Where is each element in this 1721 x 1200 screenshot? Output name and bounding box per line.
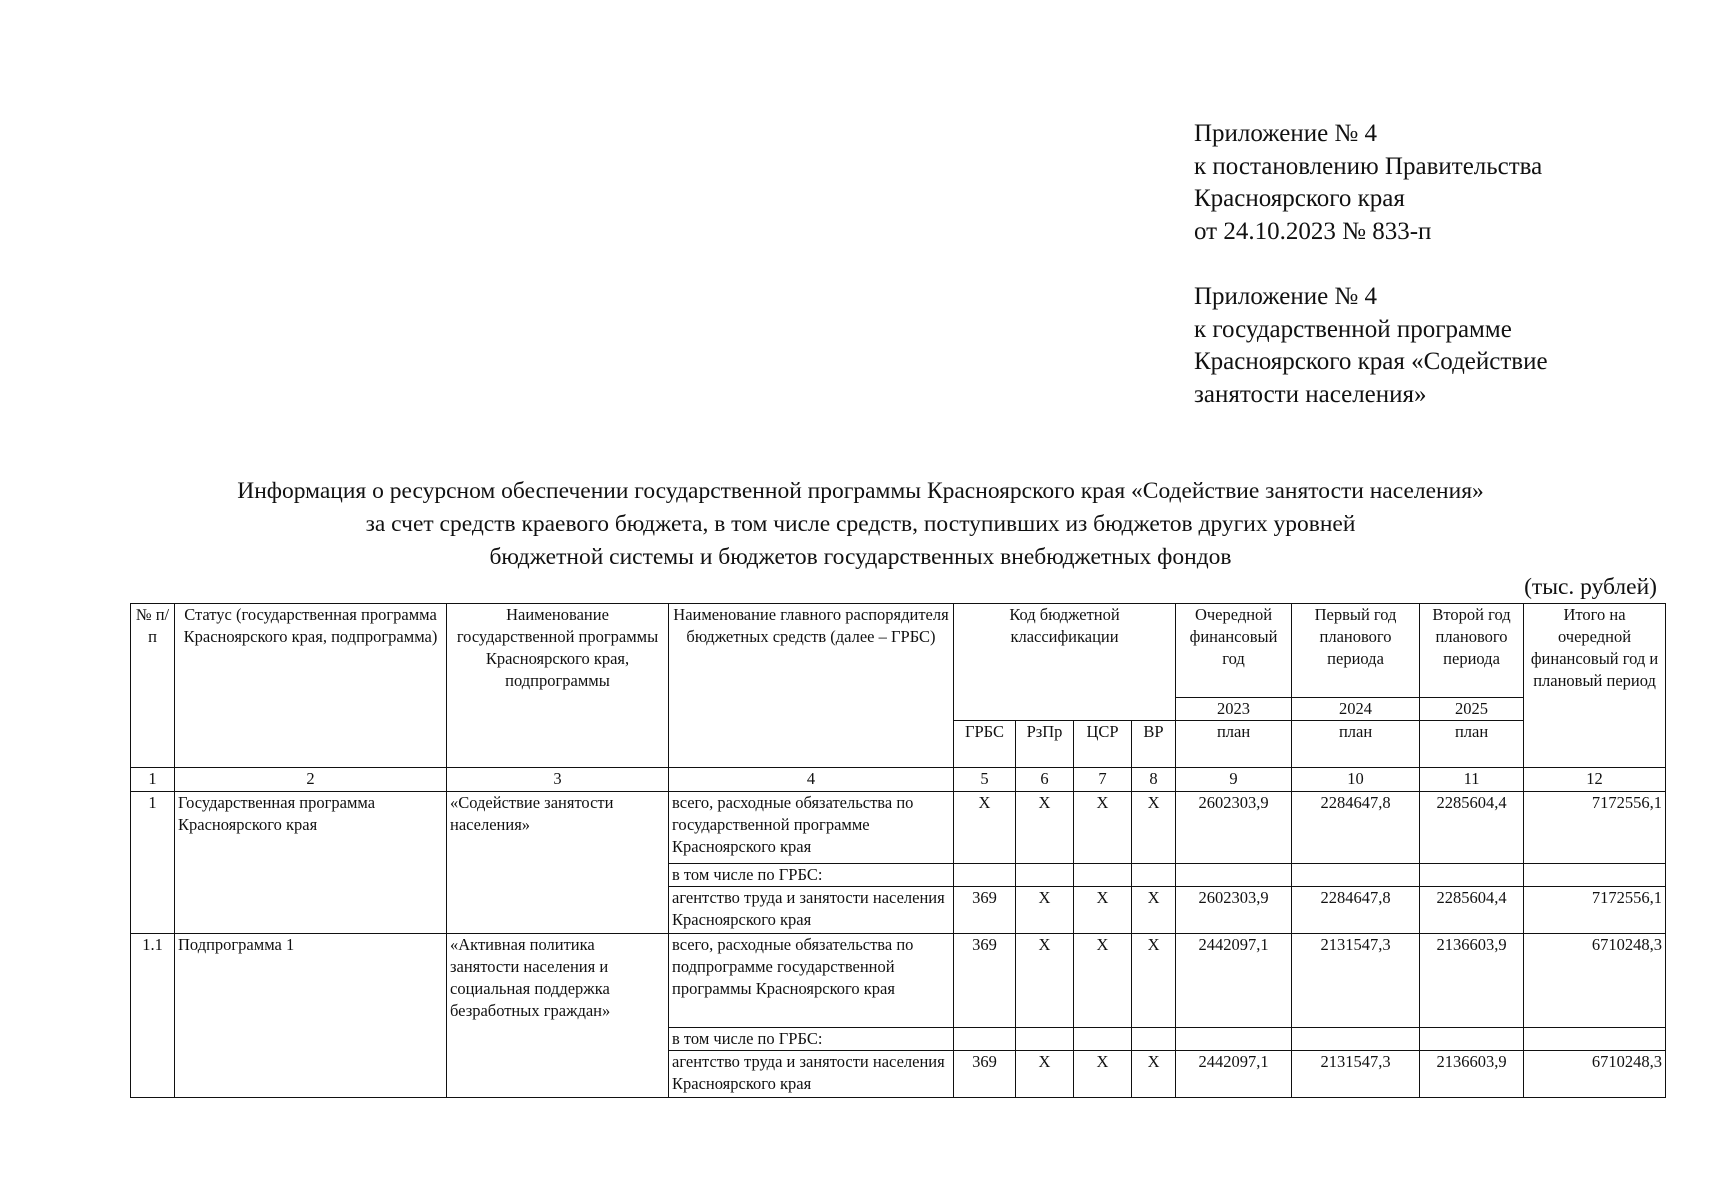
- header-total: Итого на очередной финансовый год и плановый период: [1524, 604, 1666, 768]
- header-csr: ЦСР: [1074, 721, 1132, 768]
- column-number: 5: [954, 768, 1016, 792]
- column-number: 8: [1132, 768, 1176, 792]
- header-rzpr: РзПр: [1016, 721, 1074, 768]
- document-title: [0, 475, 1721, 574]
- row-csr: Х: [1074, 887, 1132, 934]
- header-year3-title: Второй год планового периода: [1420, 604, 1524, 698]
- unit-label: (тыс. рублей): [1524, 574, 1657, 600]
- appendix-line: к постановлению Правительства: [1194, 152, 1543, 180]
- row-csr: Х: [1074, 1051, 1132, 1098]
- row-2023: 2602303,9: [1176, 887, 1292, 934]
- row-sum: 6710248,3: [1524, 934, 1666, 1028]
- row-vr: Х: [1132, 792, 1176, 864]
- row-num: 1: [131, 792, 175, 934]
- header-plan: план: [1420, 721, 1524, 768]
- row-grbs-name: всего, расходные обязательства по подпрограмме государственной программы Красноярского края: [669, 934, 954, 1028]
- column-number: 3: [447, 768, 669, 792]
- header-row: [131, 604, 1666, 698]
- row-2023: 2442097,1: [1176, 1051, 1292, 1098]
- column-number: 1: [131, 768, 175, 792]
- header-grbs-name: Наименование главного распорядителя бюджетных средств (далее – ГРБС): [669, 604, 954, 768]
- row-vr: Х: [1132, 934, 1176, 1028]
- row-name: «Содействие занятости населения»: [447, 792, 669, 934]
- appendix-line: Приложение № 4: [1194, 283, 1378, 310]
- column-number: 7: [1074, 768, 1132, 792]
- row-rzpr: Х: [1016, 887, 1074, 934]
- row-2023: 2442097,1: [1176, 934, 1292, 1028]
- header-code: Код бюджетной классификации: [954, 604, 1176, 721]
- row-status: Подпрограмма 1: [175, 934, 447, 1098]
- column-number: 4: [669, 768, 954, 792]
- row-2024: 2284647,8: [1292, 887, 1420, 934]
- row-rzpr: Х: [1016, 1051, 1074, 1098]
- title-line: бюджетной системы и бюджетов государственных внебюджетных фондов: [489, 544, 1232, 570]
- column-number-row: [131, 768, 1666, 792]
- row-sum: 7172556,1: [1524, 887, 1666, 934]
- column-number: 6: [1016, 768, 1074, 792]
- row-grbs: 369: [954, 934, 1016, 1028]
- appendix-line: от 24.10.2023 № 833-п: [1194, 217, 1432, 245]
- column-number: 11: [1420, 768, 1524, 792]
- row-status: Государственная программа Красноярского края: [175, 792, 447, 934]
- column-number: 10: [1292, 768, 1420, 792]
- column-number: 2: [175, 768, 447, 792]
- header-plan: план: [1176, 721, 1292, 768]
- row-grbs: 369: [954, 887, 1016, 934]
- row-2024: 2284647,8: [1292, 792, 1420, 864]
- row-grbs-name: всего, расходные обязательства по государственной программе Красноярского края: [669, 792, 954, 864]
- row-2025: 2285604,4: [1420, 887, 1524, 934]
- header-year2-title: Первый год планового периода: [1292, 604, 1420, 698]
- row-grbs: Х: [954, 792, 1016, 864]
- row-sum: 7172556,1: [1524, 792, 1666, 864]
- row-2024: 2131547,3: [1292, 934, 1420, 1028]
- appendix-line: занятости населения»: [1194, 380, 1427, 408]
- row-grbs-name: агентство труда и занятости населения Красноярского края: [669, 887, 954, 934]
- header-year2: 2024: [1292, 698, 1420, 721]
- row-csr: Х: [1074, 792, 1132, 864]
- row-grbs: 369: [954, 1051, 1016, 1098]
- appendix-program-block: [1194, 281, 1548, 411]
- row-2025: 2285604,4: [1420, 792, 1524, 864]
- row-sum: 6710248,3: [1524, 1051, 1666, 1098]
- row-num: 1.1: [131, 934, 175, 1098]
- row-vr: Х: [1132, 887, 1176, 934]
- table-row: [131, 792, 1666, 864]
- row-grbs-name: агентство труда и занятости населения Красноярского края: [669, 1051, 954, 1098]
- row-2024: 2131547,3: [1292, 1051, 1420, 1098]
- row-2025: 2136603,9: [1420, 1051, 1524, 1098]
- header-num: № п/п: [131, 604, 175, 768]
- header-name: Наименование государственной программы Красноярского края, подпрограммы: [447, 604, 669, 768]
- appendix-line: Красноярского края «Содействие: [1194, 348, 1548, 375]
- header-year1-title: Очередной финансовый год: [1176, 604, 1292, 698]
- row-name: «Активная политика занятости населения и социальная поддержка безработных граждан»: [447, 934, 669, 1098]
- appendix-line: Приложение № 4: [1194, 120, 1378, 147]
- column-number: 9: [1176, 768, 1292, 792]
- appendix-resolution-block: [1194, 118, 1542, 248]
- row-rzpr: Х: [1016, 934, 1074, 1028]
- row-incl-label: в том числе по ГРБС:: [669, 1028, 954, 1051]
- appendix-line: Красноярского края: [1194, 185, 1405, 212]
- resource-table: [130, 603, 1666, 1098]
- header-vr: ВР: [1132, 721, 1176, 768]
- appendix-line: к государственной программе: [1194, 315, 1512, 343]
- row-vr: Х: [1132, 1051, 1176, 1098]
- row-2025: 2136603,9: [1420, 934, 1524, 1028]
- row-csr: Х: [1074, 934, 1132, 1028]
- header-status: Статус (государственная программа Красноярского края, подпрограмма): [175, 604, 447, 768]
- header-year3: 2025: [1420, 698, 1524, 721]
- header-plan: план: [1292, 721, 1420, 768]
- header-year1: 2023: [1176, 698, 1292, 721]
- row-2023: 2602303,9: [1176, 792, 1292, 864]
- row-rzpr: Х: [1016, 792, 1074, 864]
- header-grbs: ГРБС: [954, 721, 1016, 768]
- row-incl-label: в том числе по ГРБС:: [669, 864, 954, 887]
- column-number: 12: [1524, 768, 1666, 792]
- title-line: Информация о ресурсном обеспечении государственной программы Красноярского края «Содействие занятости населения»: [237, 478, 1484, 504]
- title-line: за счет средств краевого бюджета, в том числе средств, поступивших из бюджетов других уровней: [365, 511, 1356, 537]
- table-row: [131, 934, 1666, 1028]
